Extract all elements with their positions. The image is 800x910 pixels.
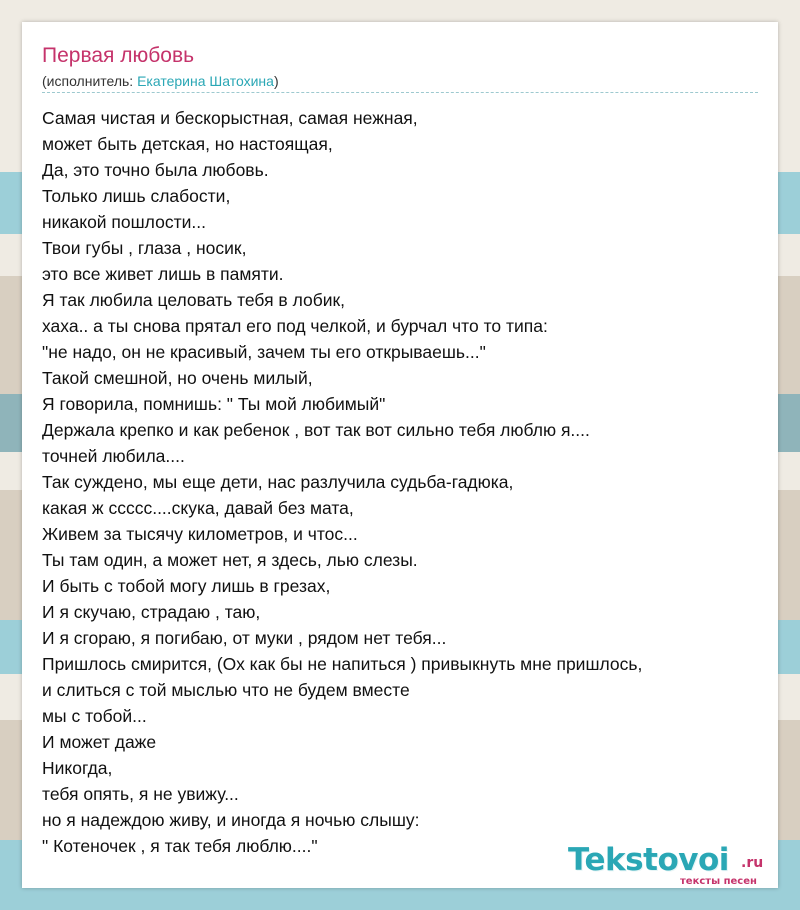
artist-suffix: )	[273, 73, 279, 89]
lyric-line: это все живет лишь в памяти.	[42, 264, 284, 284]
lyric-line: Я говорила, помнишь: " Ты мой любимый"	[42, 394, 386, 414]
logo-wordmark: Tekstovoi	[568, 842, 729, 878]
lyric-line: Держала крепко и как ребенок , вот так вот сильно тебя люблю я....	[42, 420, 590, 440]
lyric-line: Самая чистая и бескорыстная, самая нежная,	[42, 108, 418, 128]
lyric-line: И я сгораю, я погибаю, от муки , рядом нет тебя...	[42, 628, 447, 648]
lyric-line: И быть с тобой могу лишь в грезах,	[42, 576, 331, 596]
site-logo[interactable]	[568, 842, 778, 886]
lyric-line: Живем за тысячу километров, и чтос...	[42, 524, 358, 544]
artist-line	[42, 73, 279, 89]
lyric-line: И я скучаю, страдаю , таю,	[42, 602, 261, 622]
lyric-line: может быть детская, но настоящая,	[42, 134, 333, 154]
logo-tld: .ru	[741, 855, 764, 871]
lyric-line: " Котеночек , я так тебя люблю...."	[42, 836, 318, 856]
lyric-line: Твои губы , глаза , носик,	[42, 238, 247, 258]
lyric-line: и слиться с той мыслью что не будем вместе	[42, 680, 410, 700]
lyric-line: никакой пошлости...	[42, 212, 206, 232]
lyric-line: тебя опять, я не увижу...	[42, 784, 239, 804]
lyrics-text	[42, 105, 762, 859]
lyric-line: Да, это точно была любовь.	[42, 160, 269, 180]
lyric-line: точней любила....	[42, 446, 185, 466]
lyric-line: Ты там один, а может нет, я здесь, лью слезы.	[42, 550, 418, 570]
song-title: Первая любовь	[42, 44, 195, 67]
lyric-line: Я так любила целовать тебя в лобик,	[42, 290, 346, 310]
artist-link[interactable]: Екатерина Шатохина	[137, 73, 274, 89]
lyric-line: Так суждено, мы еще дети, нас разлучила судьба-гадюка,	[42, 472, 514, 492]
lyric-line: "не надо, он не красивый, зачем ты его открываешь..."	[42, 342, 486, 362]
logo-tagline: тексты песен	[680, 876, 757, 887]
lyric-line: Никогда,	[42, 758, 113, 778]
lyric-line: Только лишь слабости,	[42, 186, 231, 206]
divider	[42, 92, 758, 93]
lyric-line: но я надеждою живу, и иногда я ночью слышу:	[42, 810, 420, 830]
lyric-line: какая ж ссссс....скука, давай без мата,	[42, 498, 354, 518]
artist-prefix: (исполнитель:	[42, 73, 138, 89]
lyric-line: Пришлось смирится, (Ох как бы не напиться ) привыкнуть мне пришлось,	[42, 654, 643, 674]
lyric-line: хаха.. а ты снова прятал его под челкой, и бурчал что то типа:	[42, 316, 548, 336]
lyrics-card	[22, 22, 778, 888]
lyric-line: мы с тобой...	[42, 706, 147, 726]
lyric-line: И может даже	[42, 732, 157, 752]
lyric-line: Такой смешной, но очень милый,	[42, 368, 313, 388]
